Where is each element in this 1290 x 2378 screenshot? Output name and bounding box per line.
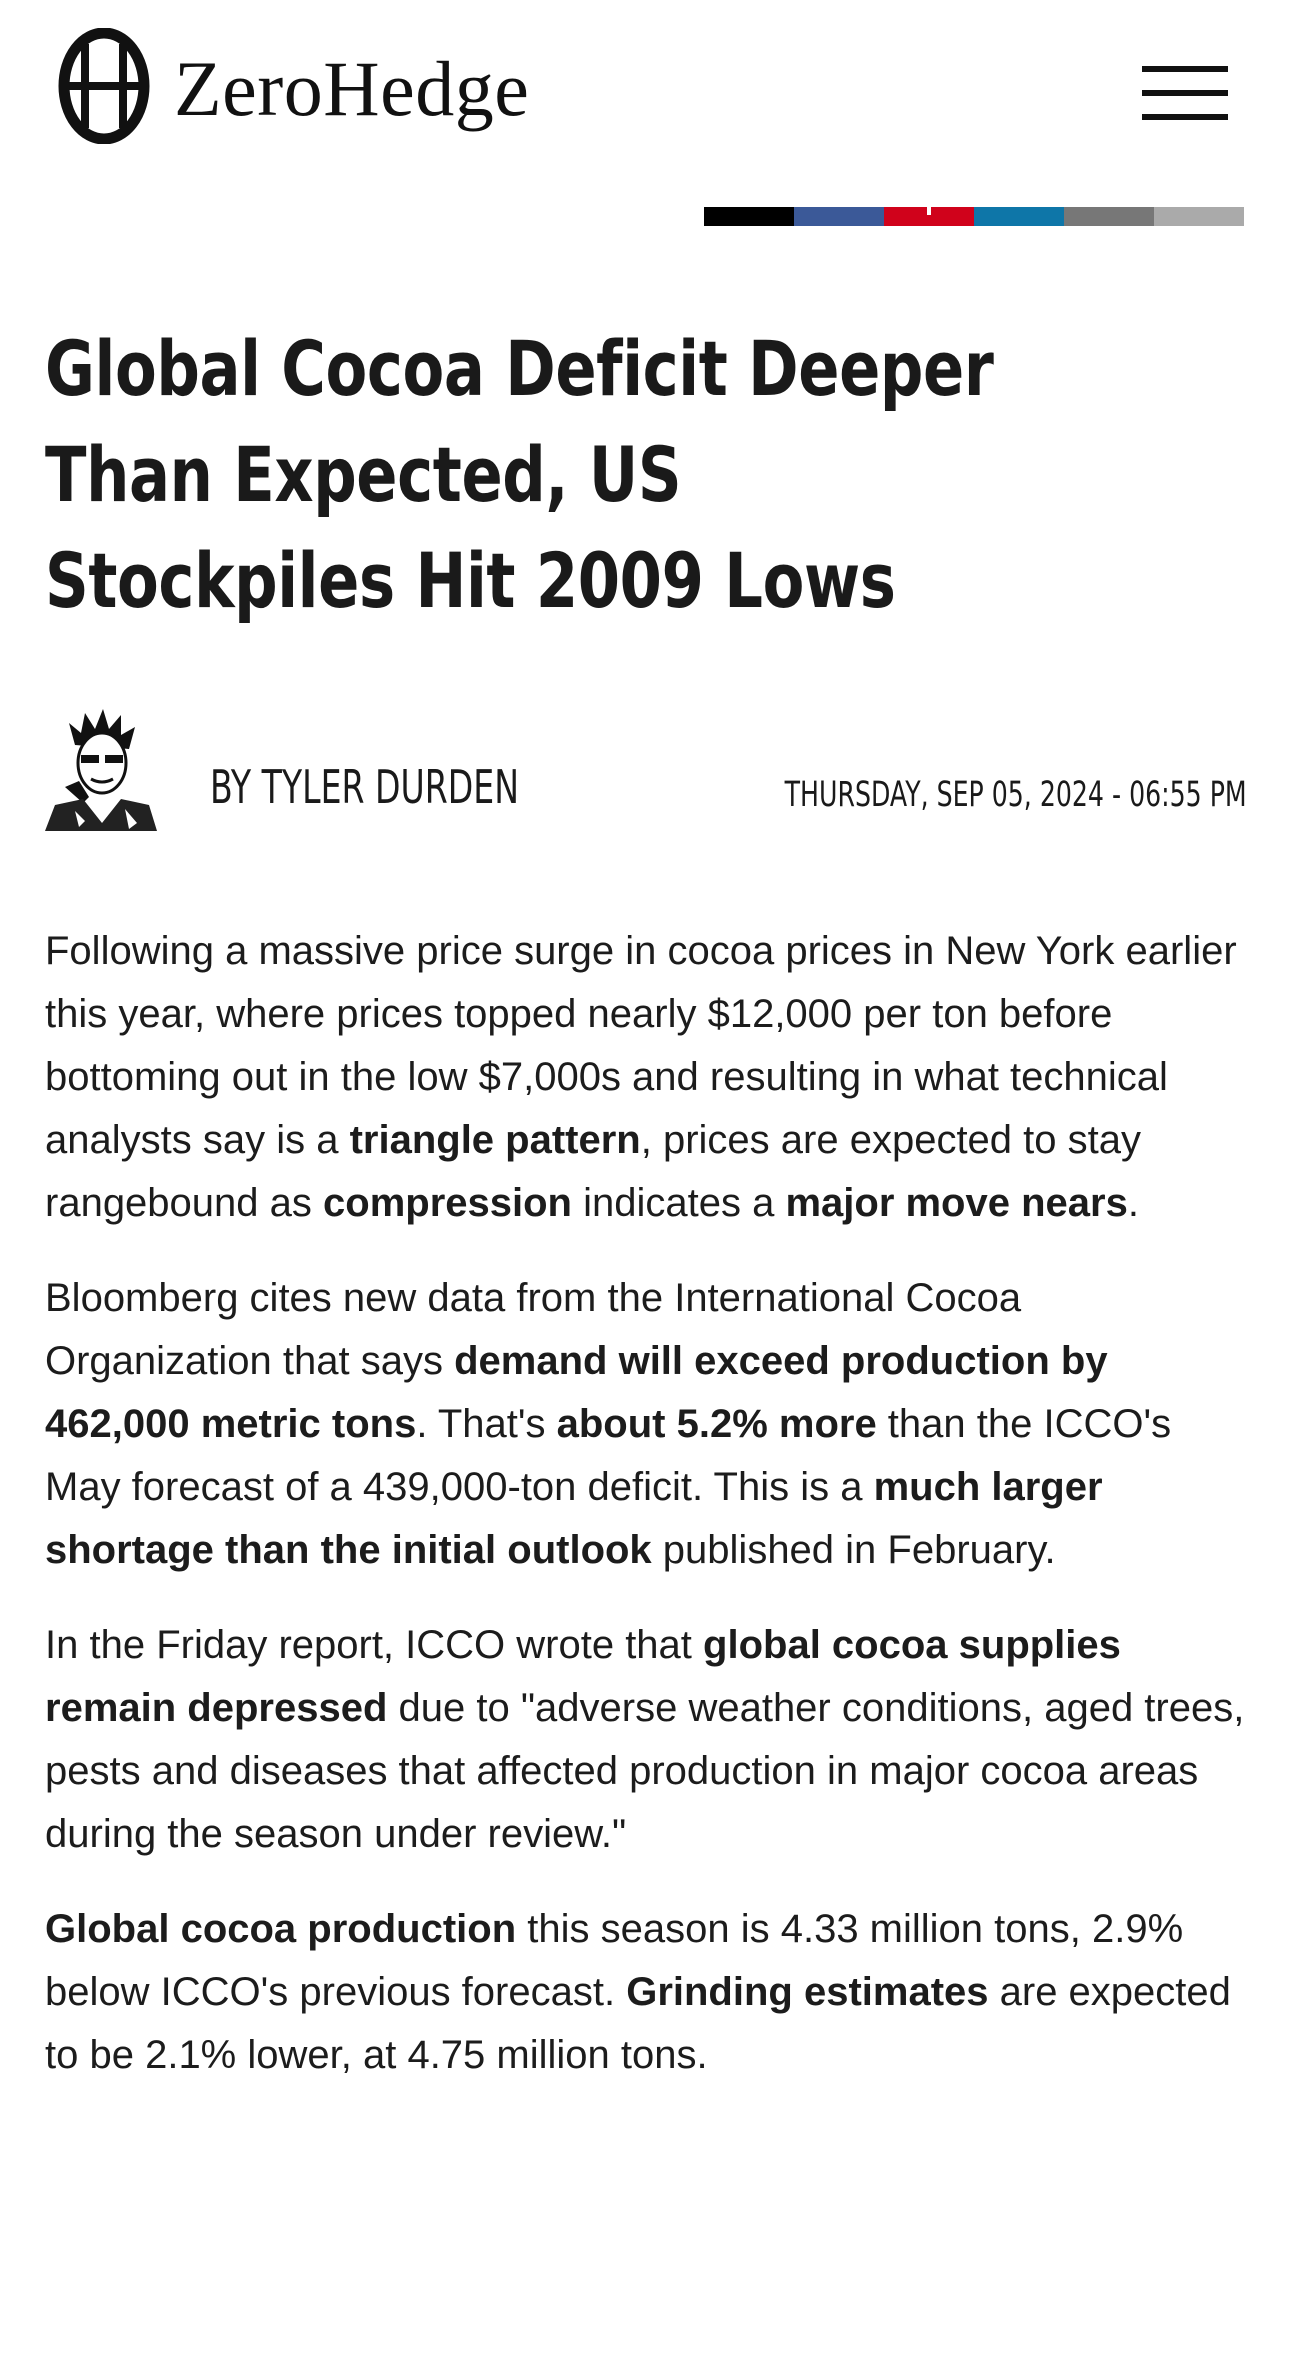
- byline: [45, 705, 1245, 835]
- text: due to "adverse weather conditions, aged trees, pests and diseases that affected production in major cocoa areas during the season under review.": [45, 1686, 1245, 1856]
- bold-text: major move nears: [785, 1181, 1128, 1225]
- article-paragraph: [45, 920, 1245, 1235]
- text: indicates a: [571, 1181, 786, 1225]
- share-print-button[interactable]: [704, 207, 794, 226]
- text: In the Friday report, ICCO wrote that: [45, 1623, 704, 1667]
- bold-text: Grinding estimates: [626, 1970, 989, 2014]
- site-logo[interactable]: [58, 28, 529, 144]
- bold-text: triangle pattern: [349, 1118, 641, 1162]
- publish-date: THURSDAY, SEP 05, 2024 - 06:55 PM: [785, 775, 1247, 815]
- text: are expected to be 2.1% lower, at 4.75 million tons.: [45, 1970, 1231, 2077]
- article-paragraph: [45, 1614, 1245, 1866]
- author-name[interactable]: BY TYLER DURDEN: [210, 760, 520, 814]
- text: Following a massive price surge in cocoa prices in New York earlier this year, where prices topped nearly $12,000 per ton before bottoming out in the low $7,000s and resulting in what technical analysts say is a: [45, 929, 1237, 1162]
- bold-text: demand will exceed production by 462,000 metric tons: [45, 1339, 1108, 1446]
- article-title: Global Cocoa Deficit Deeper Than Expected, US Stockpiles Hit 2009 Lows: [45, 324, 994, 625]
- share-email-button[interactable]: [1064, 207, 1154, 226]
- author-avatar[interactable]: [45, 705, 157, 831]
- text: , prices are expected to stay rangebound as: [45, 1118, 1141, 1225]
- text: this season is 4.33 million tons, 2.9% below ICCO's previous forecast.: [45, 1907, 1184, 2014]
- text: .: [1127, 1181, 1139, 1225]
- bold-text: global cocoa supplies remain depressed: [45, 1623, 1121, 1730]
- text: Bloomberg cites new data from the International Cocoa Organization that says: [45, 1276, 1022, 1383]
- hamburger-menu-icon[interactable]: [1142, 66, 1228, 120]
- logo-text: ZeroHedge: [174, 45, 530, 132]
- bold-text: about 5.2% more: [556, 1402, 877, 1446]
- site-header: [0, 0, 1290, 200]
- text: . That's: [416, 1402, 557, 1446]
- share-bar: [704, 207, 1244, 226]
- text: than the ICCO's May forecast of a 439,000-ton deficit. This is a: [45, 1402, 1172, 1509]
- bold-text: Global cocoa production: [45, 1907, 517, 1951]
- article-paragraph: [45, 1267, 1245, 1582]
- share-more-button[interactable]: [1154, 207, 1244, 226]
- share-linkedin-button[interactable]: [974, 207, 1064, 226]
- article-paragraph: [45, 1898, 1245, 2087]
- share-facebook-button[interactable]: [794, 207, 884, 226]
- zerohedge-logo-icon: [58, 28, 150, 144]
- text: published in February.: [651, 1528, 1056, 1572]
- bold-text: much larger shortage than the initial outlook: [45, 1465, 1103, 1572]
- article-body: [45, 920, 1245, 2119]
- bold-text: compression: [323, 1181, 572, 1225]
- share-pinterest-button[interactable]: [884, 207, 974, 226]
